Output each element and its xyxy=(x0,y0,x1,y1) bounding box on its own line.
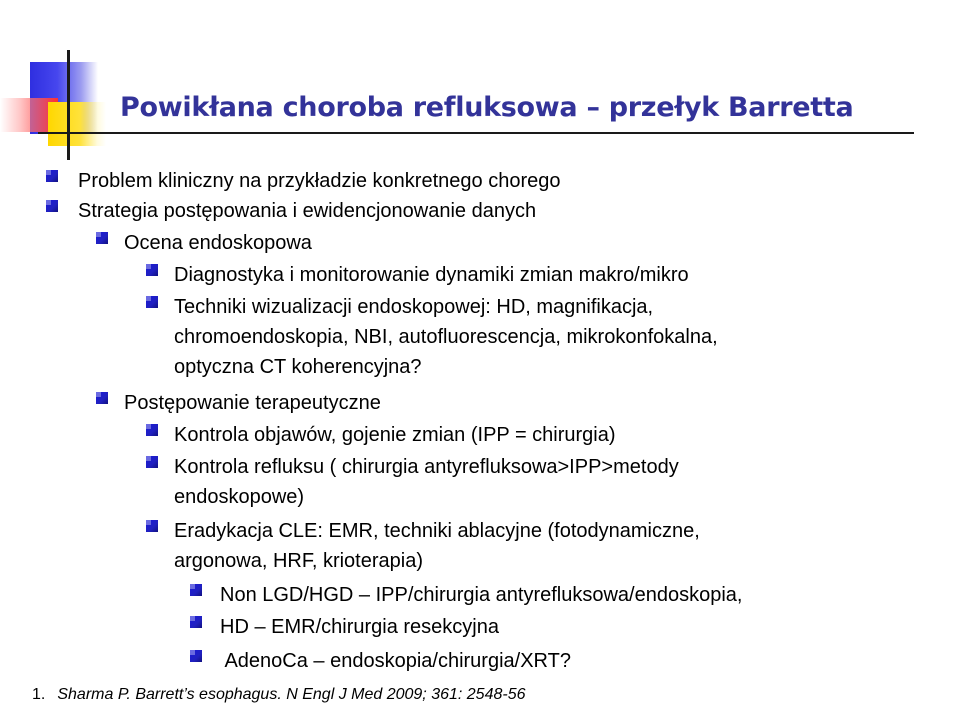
footnote-number: 1. xyxy=(32,686,46,703)
square-bullet-icon xyxy=(46,200,58,212)
bullet-item xyxy=(174,452,679,512)
bullet-item xyxy=(220,580,742,610)
bullet-text: HD – EMR/chirurgia resekcyjna xyxy=(220,616,499,638)
bullet-item xyxy=(124,388,381,418)
bullet-text-line: optyczna CT koherencyjna? xyxy=(174,356,422,378)
square-bullet-icon xyxy=(190,616,202,628)
bullet-item xyxy=(78,196,536,226)
square-bullet-icon xyxy=(146,296,158,308)
bullet-text: Problem kliniczny na przykładzie konkretnego chorego xyxy=(78,170,561,192)
bullet-item xyxy=(174,420,616,450)
square-bullet-icon xyxy=(146,264,158,276)
bullet-text-line: chromoendoskopia, NBI, autofluorescencja, mikrokonfokalna, xyxy=(174,326,718,348)
bullet-text-line: endoskopowe) xyxy=(174,486,305,508)
bullet-text-line: argonowa, HRF, krioterapia) xyxy=(174,550,423,572)
footnote xyxy=(32,686,526,704)
square-bullet-icon xyxy=(146,424,158,436)
bullet-text: Non LGD/HGD – IPP/chirurgia antyrefluksowa/endoskopia, xyxy=(220,584,743,606)
bullet-item xyxy=(174,260,689,290)
square-bullet-icon xyxy=(190,584,202,596)
bullet-item xyxy=(220,612,499,642)
bullet-item xyxy=(174,516,700,576)
title-underline xyxy=(38,132,914,134)
vertical-rule xyxy=(67,50,70,160)
slide-title: Powikłana choroba refluksowa – przełyk Barretta xyxy=(120,92,854,123)
bullet-text-line: Techniki wizualizacji endoskopowej: HD, magnifikacja, xyxy=(174,296,654,318)
bullet-text: Postępowanie terapeutyczne xyxy=(124,392,381,414)
square-bullet-icon xyxy=(190,650,202,662)
bullet-item xyxy=(220,646,571,676)
corner-yellow-block xyxy=(48,102,106,146)
bullet-text: AdenoCa – endoskopia/chirurgia/XRT? xyxy=(220,650,571,672)
bullet-text: Diagnostyka i monitorowanie dynamiki zmian makro/mikro xyxy=(174,264,689,286)
bullet-text-line: Kontrola refluksu ( chirurgia antyrefluksowa>IPP>metody xyxy=(174,456,679,478)
square-bullet-icon xyxy=(96,232,108,244)
square-bullet-icon xyxy=(46,170,58,182)
bullet-item xyxy=(174,292,718,382)
bullet-item xyxy=(78,166,560,196)
square-bullet-icon xyxy=(146,520,158,532)
bullet-item xyxy=(124,228,312,258)
square-bullet-icon xyxy=(96,392,108,404)
bullet-text: Kontrola objawów, gojenie zmian (IPP = chirurgia) xyxy=(174,424,616,446)
bullet-text-line: Eradykacja CLE: EMR, techniki ablacyjne (fotodynamiczne, xyxy=(174,520,700,542)
square-bullet-icon xyxy=(146,456,158,468)
bullet-text: Ocena endoskopowa xyxy=(124,232,312,254)
footnote-text: Sharma P. Barrett’s esophagus. N Engl J Med 2009; 361: 2548-56 xyxy=(57,686,526,703)
bullet-text: Strategia postępowania i ewidencjonowanie danych xyxy=(78,200,537,222)
